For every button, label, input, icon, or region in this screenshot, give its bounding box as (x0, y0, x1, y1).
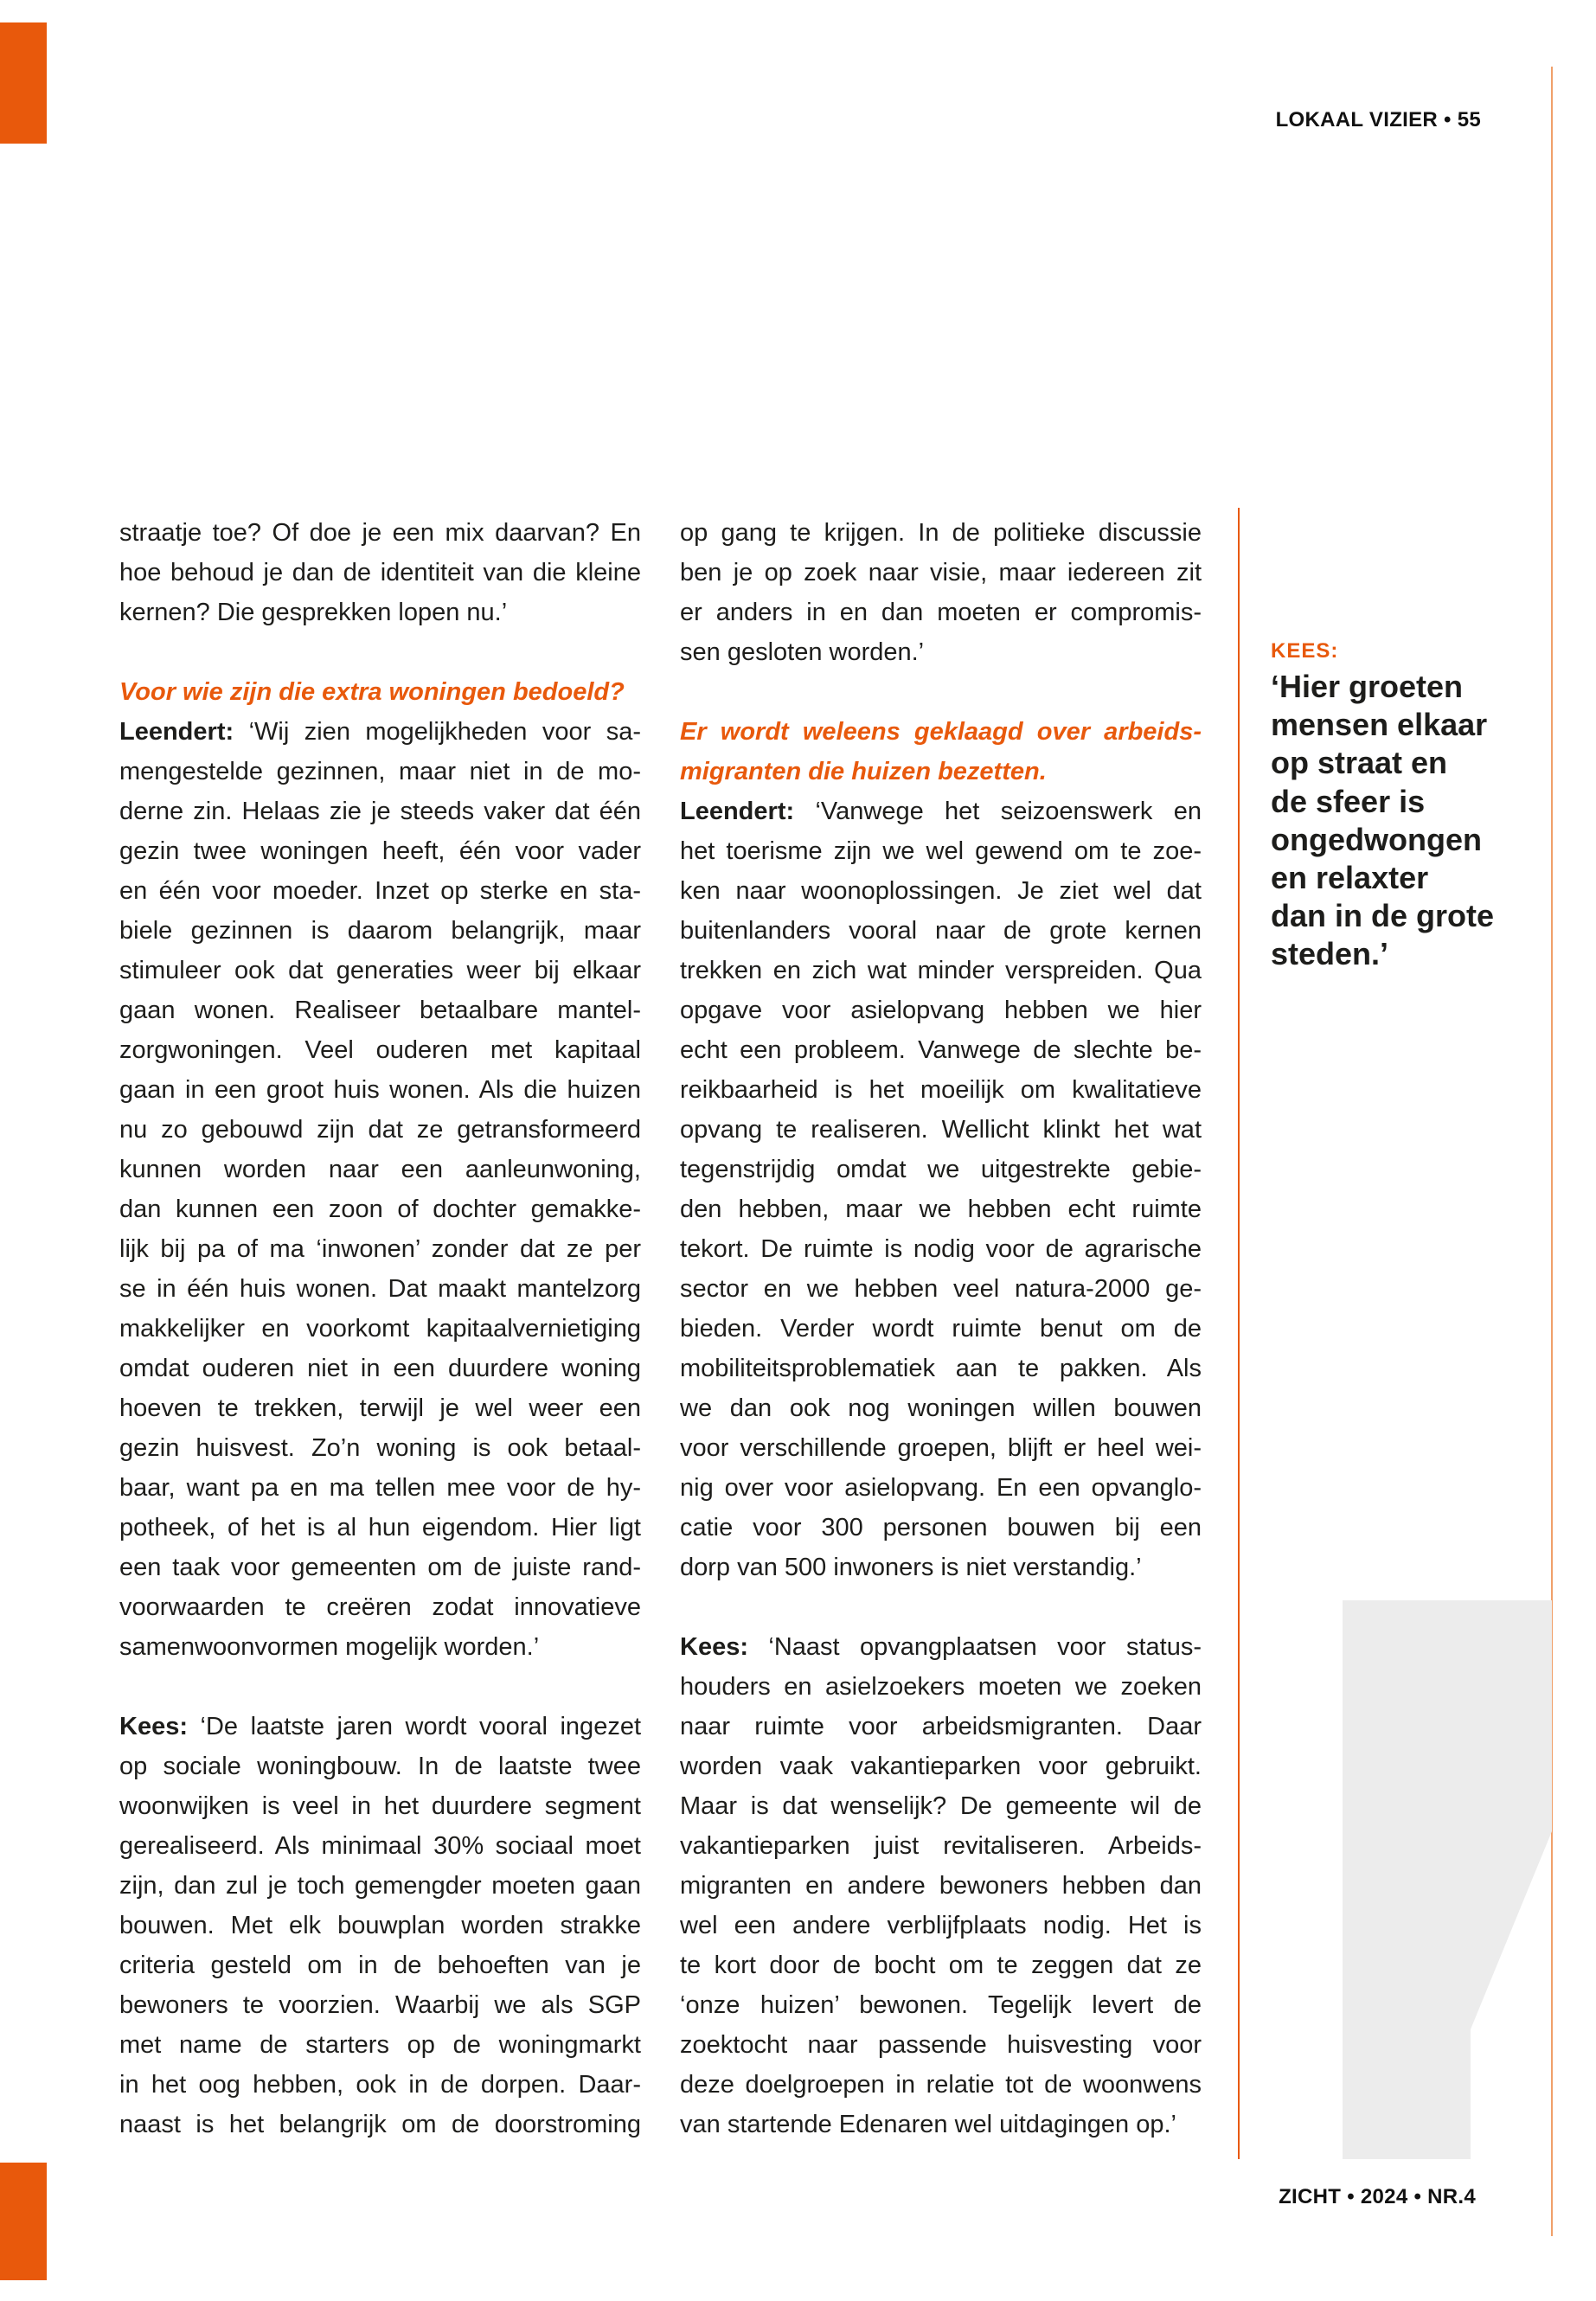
article-line: samenwoonvormen mogelijk worden.’ (119, 1633, 540, 1661)
pull-quote-line: steden.’ (1271, 936, 1389, 972)
pull-quote-line: dan in de grote (1271, 898, 1495, 934)
article-line: deze doelgroepen in relatie tot de woonwens (680, 2071, 1202, 2099)
article-line: we dan ook nog woningen willen bouwen (680, 1394, 1202, 1422)
pull-quote-line: ongedwongen (1271, 821, 1482, 857)
article-line: te kort door de bocht om te zeggen dat ze (680, 1952, 1202, 1979)
pull-quote-speaker: KEES: (1271, 639, 1339, 663)
interview-question-line: Er wordt weleens geklaagd over arbeids- (680, 718, 1202, 746)
article-line: opvang te realiseren. Wellicht klinkt het wat (680, 1116, 1202, 1144)
speaker-name: Kees: (119, 1713, 188, 1740)
answer-text: ‘Wij zien mogelijkheden voor sa- (248, 718, 641, 746)
article-line: ben je op zoek naar visie, maar iedereen zit (680, 559, 1202, 586)
paragraph-gap (119, 1667, 641, 1707)
article-line: mobiliteitsproblematiek aan te pakken. Als (680, 1355, 1202, 1382)
article-line: zorgwoningen. Veel ouderen met kapitaal (119, 1036, 641, 1064)
article-line: bieden. Verder wordt ruimte benut om de (680, 1315, 1202, 1343)
article-line: en één voor moeder. Inzet op sterke en sta- (119, 877, 641, 905)
article-line: sen gesloten worden.’ (680, 638, 925, 666)
article-line: houders en asielzoekers moeten we zoeken (680, 1673, 1202, 1701)
interview-question-line: migranten die huizen bezetten. (680, 758, 1047, 785)
article-line: naast is het belangrijk om de doorstroming (119, 2111, 641, 2138)
text-column-left (119, 513, 641, 2144)
article-line: derne zin. Helaas zie je steeds vaker dat één (119, 798, 641, 825)
article-line: dan kunnen een zoon of dochter gemakke- (119, 1195, 641, 1223)
answer-first-line (119, 712, 641, 752)
article-line: tegenstrijdig omdat we uitgestrekte gebie- (680, 1156, 1202, 1183)
article-line: stimuleer ook dat generaties weer bij elkaar (119, 957, 641, 984)
pull-quote-line: op straat en (1271, 745, 1448, 781)
article-line: wel een andere verblijfplaats nodig. Het is (680, 1912, 1202, 1939)
article-line: hoe behoud je dan de identiteit van die kleine (119, 559, 641, 586)
article-line: lijk bij pa of ma ‘inwonen’ zonder dat ze per (119, 1235, 641, 1263)
decorative-letter-graphic (1343, 1600, 1552, 2159)
article-line: gaan wonen. Realiseer betaalbare mantel- (119, 997, 641, 1024)
decorative-letter-shape (1343, 1600, 1552, 2159)
article-line: ‘onze huizen’ bewonen. Tegelijk levert de (680, 1991, 1202, 2019)
article-line: nu zo gebouwd zijn dat ze getransformeerd (119, 1116, 641, 1144)
running-head: LOKAAL VIZIER • 55 (1275, 108, 1481, 131)
article-line: een taak voor gemeenten om de juiste rand- (119, 1554, 641, 1581)
article-line: biele gezinnen is daarom belangrijk, maar (119, 917, 641, 945)
article-line: den hebben, maar we hebben echt ruimte (680, 1195, 1202, 1223)
article-line: voorwaarden te creëren zodat innovatieve (119, 1593, 641, 1621)
pull-quote-line: ‘Hier groeten (1271, 669, 1464, 704)
article-line: reikbaarheid is het moeilijk om kwalitatieve (680, 1076, 1202, 1104)
article-line: echt een probleem. Vanwege de slechte be- (680, 1036, 1202, 1064)
article-line: met name de starters op de woningmarkt (119, 2031, 641, 2059)
article-line: ken naar woonoplossingen. Je ziet wel dat (680, 877, 1202, 905)
interview-question-line: Voor wie zijn die extra woningen bedoeld? (119, 678, 625, 706)
pull-quote-line: mensen elkaar (1271, 707, 1488, 743)
article-line: er anders in en dan moeten er compromis- (680, 599, 1202, 626)
article-line: hoeven te trekken, terwijl je wel weer een (119, 1394, 641, 1422)
article-line: criteria gesteld om in de behoeften van je (119, 1952, 641, 1979)
pull-quote-line: de sfeer is (1271, 783, 1426, 819)
article-line: potheek, of het is al hun eigendom. Hier ligt (119, 1514, 641, 1541)
article-line: zoektocht naar passende huisvesting voor (680, 2031, 1202, 2059)
article-line: woonwijken is veel in het duurdere segment (119, 1792, 641, 1820)
article-line: gezin huisvest. Zo’n woning is ook betaal- (119, 1434, 641, 1462)
article-line: van startende Edenaren wel uitdagingen op.’ (680, 2111, 1176, 2138)
answer-text: ‘De laatste jaren wordt vooral ingezet (200, 1713, 641, 1740)
article-line: bouwen. Met elk bouwplan worden strakke (119, 1912, 641, 1939)
article-line: op sociale woningbouw. In de laatste twee (119, 1753, 641, 1780)
article-line: tekort. De ruimte is nodig voor de agrarische (680, 1235, 1202, 1263)
article-line: buitenlanders vooral naar de grote kernen (680, 917, 1202, 945)
paragraph-gap (119, 632, 641, 672)
article-line: catie voor 300 personen bouwen bij een (680, 1514, 1202, 1541)
pull-quote-text (1271, 668, 1548, 974)
answer-first-line (119, 1707, 641, 1747)
article-line: trekken en zich wat minder verspreiden. Qua (680, 957, 1202, 984)
article-line: gezin twee woningen heeft, één voor vader (119, 837, 641, 865)
answer-text: ‘Naast opvangplaatsen voor status- (768, 1633, 1202, 1661)
article-line: se in één huis wonen. Dat maakt mantelzorg (119, 1275, 641, 1303)
article-line: migranten en andere bewoners hebben dan (680, 1872, 1202, 1900)
answer-first-line (680, 792, 1202, 831)
article-line: makkelijker en voorkomt kapitaalvernietiging (119, 1315, 641, 1343)
article-line: gerealiseerd. Als minimaal 30% sociaal moet (119, 1832, 641, 1860)
speaker-name: Kees: (680, 1633, 748, 1661)
article-line: baar, want pa en ma tellen mee voor de hy- (119, 1474, 641, 1502)
article-line: Maar is dat wenselijk? De gemeente wil de (680, 1792, 1202, 1820)
pull-quote-rule (1238, 508, 1240, 2159)
article-line: in het oog hebben, ook in de dorpen. Daar- (119, 2071, 641, 2099)
article-line: gaan in een groot huis wonen. Als die huizen (119, 1076, 641, 1104)
accent-bar-top (0, 22, 47, 144)
article-line: straatje toe? Of doe je een mix daarvan? En (119, 519, 641, 547)
speaker-name: Leendert: (680, 798, 795, 825)
paragraph-gap (680, 672, 1202, 712)
text-column-right (680, 513, 1202, 2144)
issue-footer: ZICHT • 2024 • NR.4 (1279, 2185, 1476, 2208)
article-line: vakantieparken juist revitaliseren. Arbeids- (680, 1832, 1202, 1860)
article-line: voor verschillende groepen, blijft er heel wei- (680, 1434, 1202, 1462)
answer-text: ‘Vanwege het seizoenswerk en (815, 798, 1202, 825)
article-line: omdat ouderen niet in een duurdere woning (119, 1355, 641, 1382)
article-line: zijn, dan zul je toch gemengder moeten gaan (119, 1872, 641, 1900)
article-line: sector en we hebben veel natura-2000 ge- (680, 1275, 1202, 1303)
article-line: op gang te krijgen. In de politieke discussie (680, 519, 1202, 547)
paragraph-gap (680, 1587, 1202, 1627)
article-line: kunnen worden naar een aanleunwoning, (119, 1156, 641, 1183)
article-line: het toerisme zijn we wel gewend om te zoe- (680, 837, 1202, 865)
article-line: bewoners te voorzien. Waarbij we als SGP (119, 1991, 641, 2019)
article-line: kernen? Die gesprekken lopen nu.’ (119, 599, 508, 626)
answer-first-line (680, 1627, 1202, 1667)
speaker-name: Leendert: (119, 718, 234, 746)
article-line: worden vaak vakantieparken voor gebruikt. (680, 1753, 1202, 1780)
article-line: naar ruimte voor arbeidsmigranten. Daar (680, 1713, 1202, 1740)
pull-quote-line: en relaxter (1271, 860, 1429, 896)
article-line: mengestelde gezinnen, maar niet in de mo- (119, 758, 641, 785)
pull-quote (1271, 639, 1548, 974)
article-line: dorp van 500 inwoners is niet verstandig.’ (680, 1554, 1142, 1581)
article-line: opgave voor asielopvang hebben we hier (680, 997, 1202, 1024)
article-line: nig over voor asielopvang. En een opvanglo- (680, 1474, 1202, 1502)
accent-bar-bottom (0, 2163, 47, 2280)
